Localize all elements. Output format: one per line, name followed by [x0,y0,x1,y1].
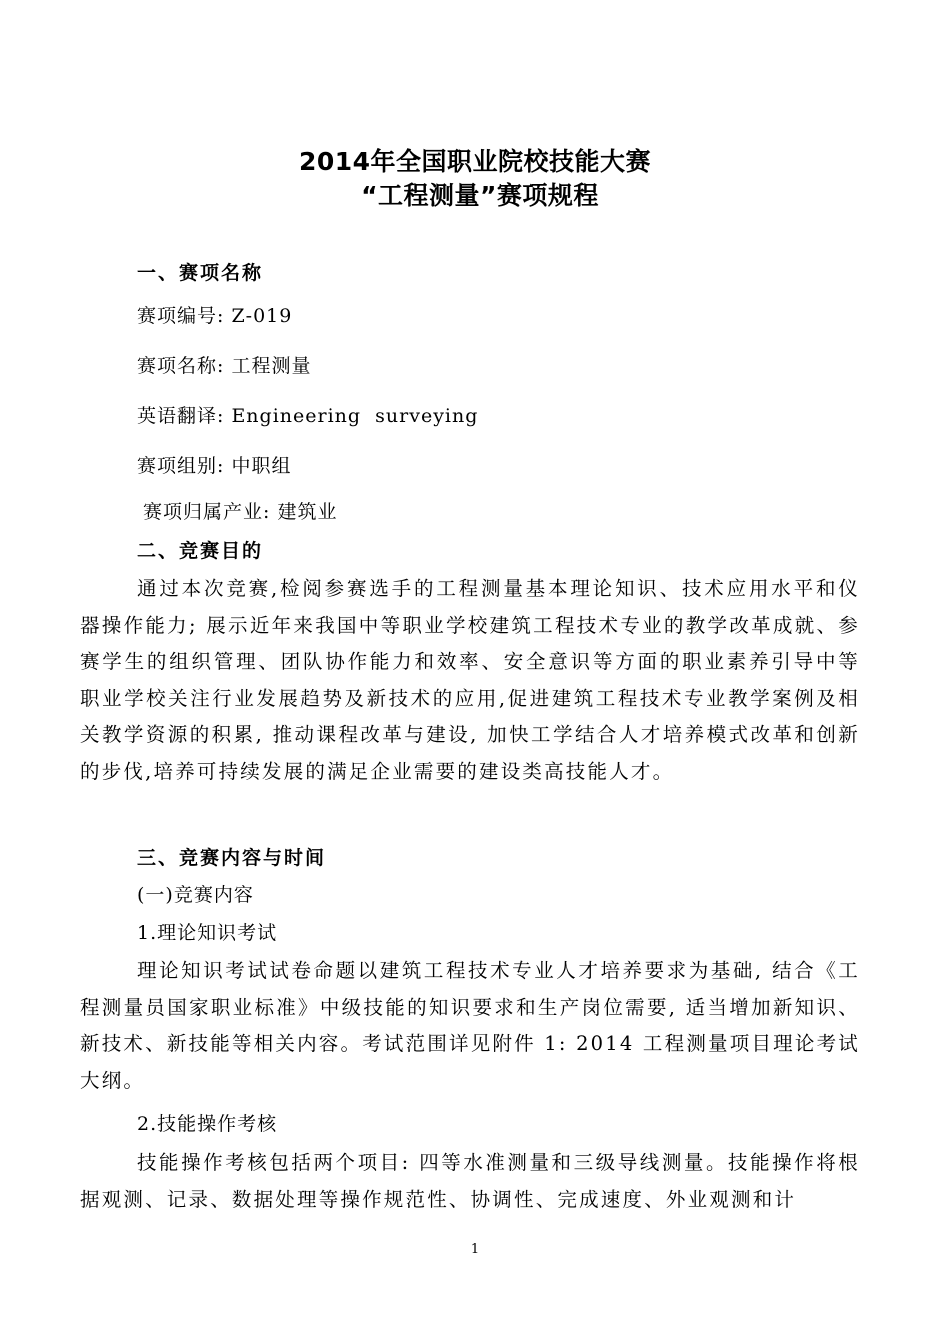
event-name: 赛项名称: 工程测量 [137,355,312,377]
section-heading-event-name: 一、赛项名称 [137,262,264,284]
page-number: 1 [470,1242,480,1257]
event-code: 赛项编号: Z-019 [137,305,293,327]
section-heading-content-time: 三、竞赛内容与时间 [137,847,327,869]
purpose-paragraph: 通过本次竞赛,检阅参赛选手的工程测量基本理论知识、技术应用水平和仪器操作能力; 展示近年来我国中等职业学校建筑工程技术专业的教学改革成就、参赛学生的组织管理、团队协作能力和效率、安全意识等方面的职业素养引导中等职业学校关注行业发展趋势及新技术的应用,促进建筑工程技术专业教学案例及相关教学资源的积累, 推动课程改革与建设, 加快工学结合人才培养模式改革和创新的步伐,培养可持续发展的满足企业需要的建设类高技能人才。 [80,577,860,783]
event-group: 赛项组别: 中职组 [137,455,292,477]
document-title-line-2: “工程测量”赛项规程 [361,181,599,210]
item-theory-exam: 1.理论知识考试 [137,922,278,944]
subsection-content: (一)竞赛内容 [137,884,254,906]
theory-exam-paragraph: 理论知识考试试卷命题以建筑工程技术专业人才培养要求为基础, 结合《工程测量员国家职业标准》中级技能的知识要求和生产岗位需要, 适当增加新知识、新技术、新技能等相关内容。考试范围详见附件 1: 2014 工程测量项目理论考试大纲。 [80,959,860,1092]
document-title-line-1: 2014年全国职业院校技能大赛 [298,147,652,176]
event-english-name: 英语翻译: Engineering surveying [137,405,479,427]
section-heading-purpose: 二、竞赛目的 [137,540,264,562]
skills-assessment-paragraph: 技能操作考核包括两个项目: 四等水准测量和三级导线测量。技能操作将根据观测、记录、数据处理等操作规范性、协调性、完成速度、外业观测和计 [80,1151,860,1211]
event-industry: 赛项归属产业: 建筑业 [143,501,338,523]
item-skills-assessment: 2.技能操作考核 [137,1113,278,1135]
